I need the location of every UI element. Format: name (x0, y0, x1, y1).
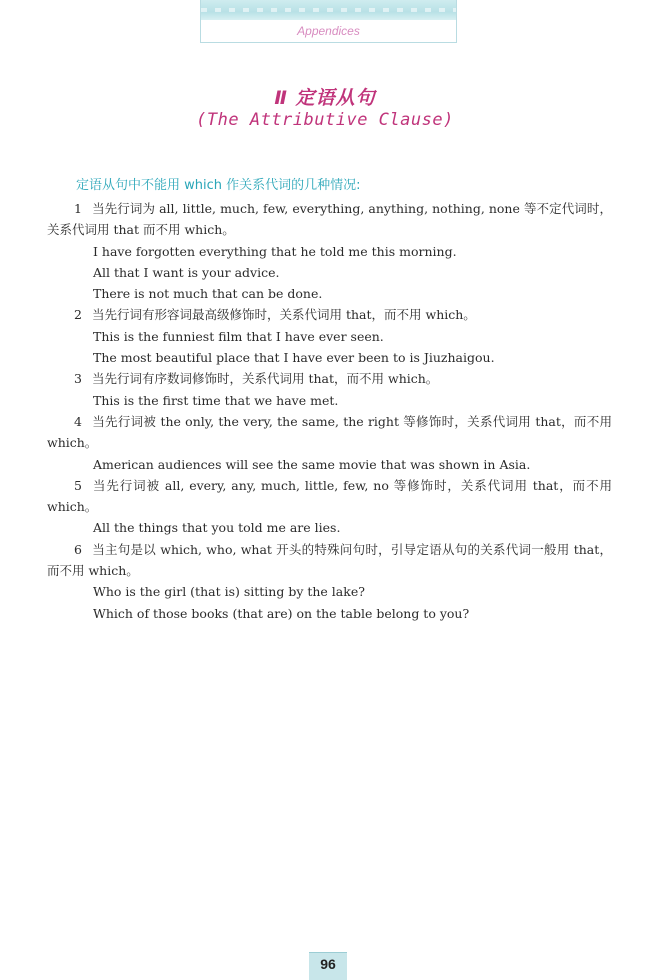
page-title: Ⅱ 定语从句 (274, 87, 376, 109)
example-sentence: All the things that you told me are lies. (93, 520, 341, 536)
example-sentence: The most beautiful place that I have ever been to is Jiuzhaigou. (93, 350, 495, 366)
example-sentence: I have forgotten everything that he told me this morning. (93, 243, 457, 259)
header-tab (200, 0, 457, 43)
page-number: 96 (309, 952, 347, 980)
example-sentence: American audiences will see the same movie that was shown in Asia. (93, 456, 531, 472)
rule-number: 1 (74, 201, 82, 216)
header-decor-band (201, 0, 456, 20)
rule-block (47, 539, 612, 624)
rule-text: 6 当主句是以 which, who, what 开头的特殊问句时，引导定语从句的关系代词一般用 that，而不用 which。 (47, 539, 612, 582)
rule-number: 2 (74, 307, 82, 323)
section-label: Appendices (297, 24, 360, 38)
rule-number: 3 (74, 371, 82, 387)
example-sentence: All that I want is your advice. (93, 264, 280, 280)
page-subtitle: (The Attributive Clause) (196, 110, 454, 130)
rule-text: 2 当先行词有形容词最高级修饰时，关系代词用 that，而不用 which。 (47, 304, 612, 325)
rule-block (47, 304, 612, 368)
example-sentence: This is the funniest film that I have ever seen. (93, 328, 384, 344)
rule-number: 5 (74, 477, 82, 493)
rule-block (47, 198, 612, 304)
rule-number: 6 (74, 541, 82, 557)
rule-block (47, 475, 612, 539)
rule-text: 4 当先行词被 the only, the very, the same, the right 等修饰时，关系代词用 that，而不用 which。 (47, 411, 612, 454)
example-sentence: This is the first time that we have met. (93, 392, 339, 408)
example-sentence: Which of those books (that are) on the table belong to you? (93, 605, 470, 621)
rule-block (47, 368, 612, 411)
rules-list (47, 198, 612, 624)
example-sentence: Who is the girl (that is) sitting by the lake? (93, 584, 365, 600)
rule-text: 1 当先行词为 all, little, much, few, everything, anything, nothing, none 等不定代词时，关系代词用 that 而不用 which。 (47, 198, 612, 241)
rule-block (47, 411, 612, 475)
example-sentence: There is not much that can be done. (93, 286, 323, 302)
intro-heading: 定语从句中不能用 which 作关系代词的几种情况: (76, 178, 361, 193)
rule-number: 4 (74, 413, 82, 429)
rule-text: 3 当先行词有序数词修饰时，关系代词用 that，而不用 which。 (47, 368, 612, 389)
rule-text: 5 当先行词被 all, every, any, much, little, few, no 等修饰时，关系代词用 that，而不用 which。 (47, 475, 612, 518)
